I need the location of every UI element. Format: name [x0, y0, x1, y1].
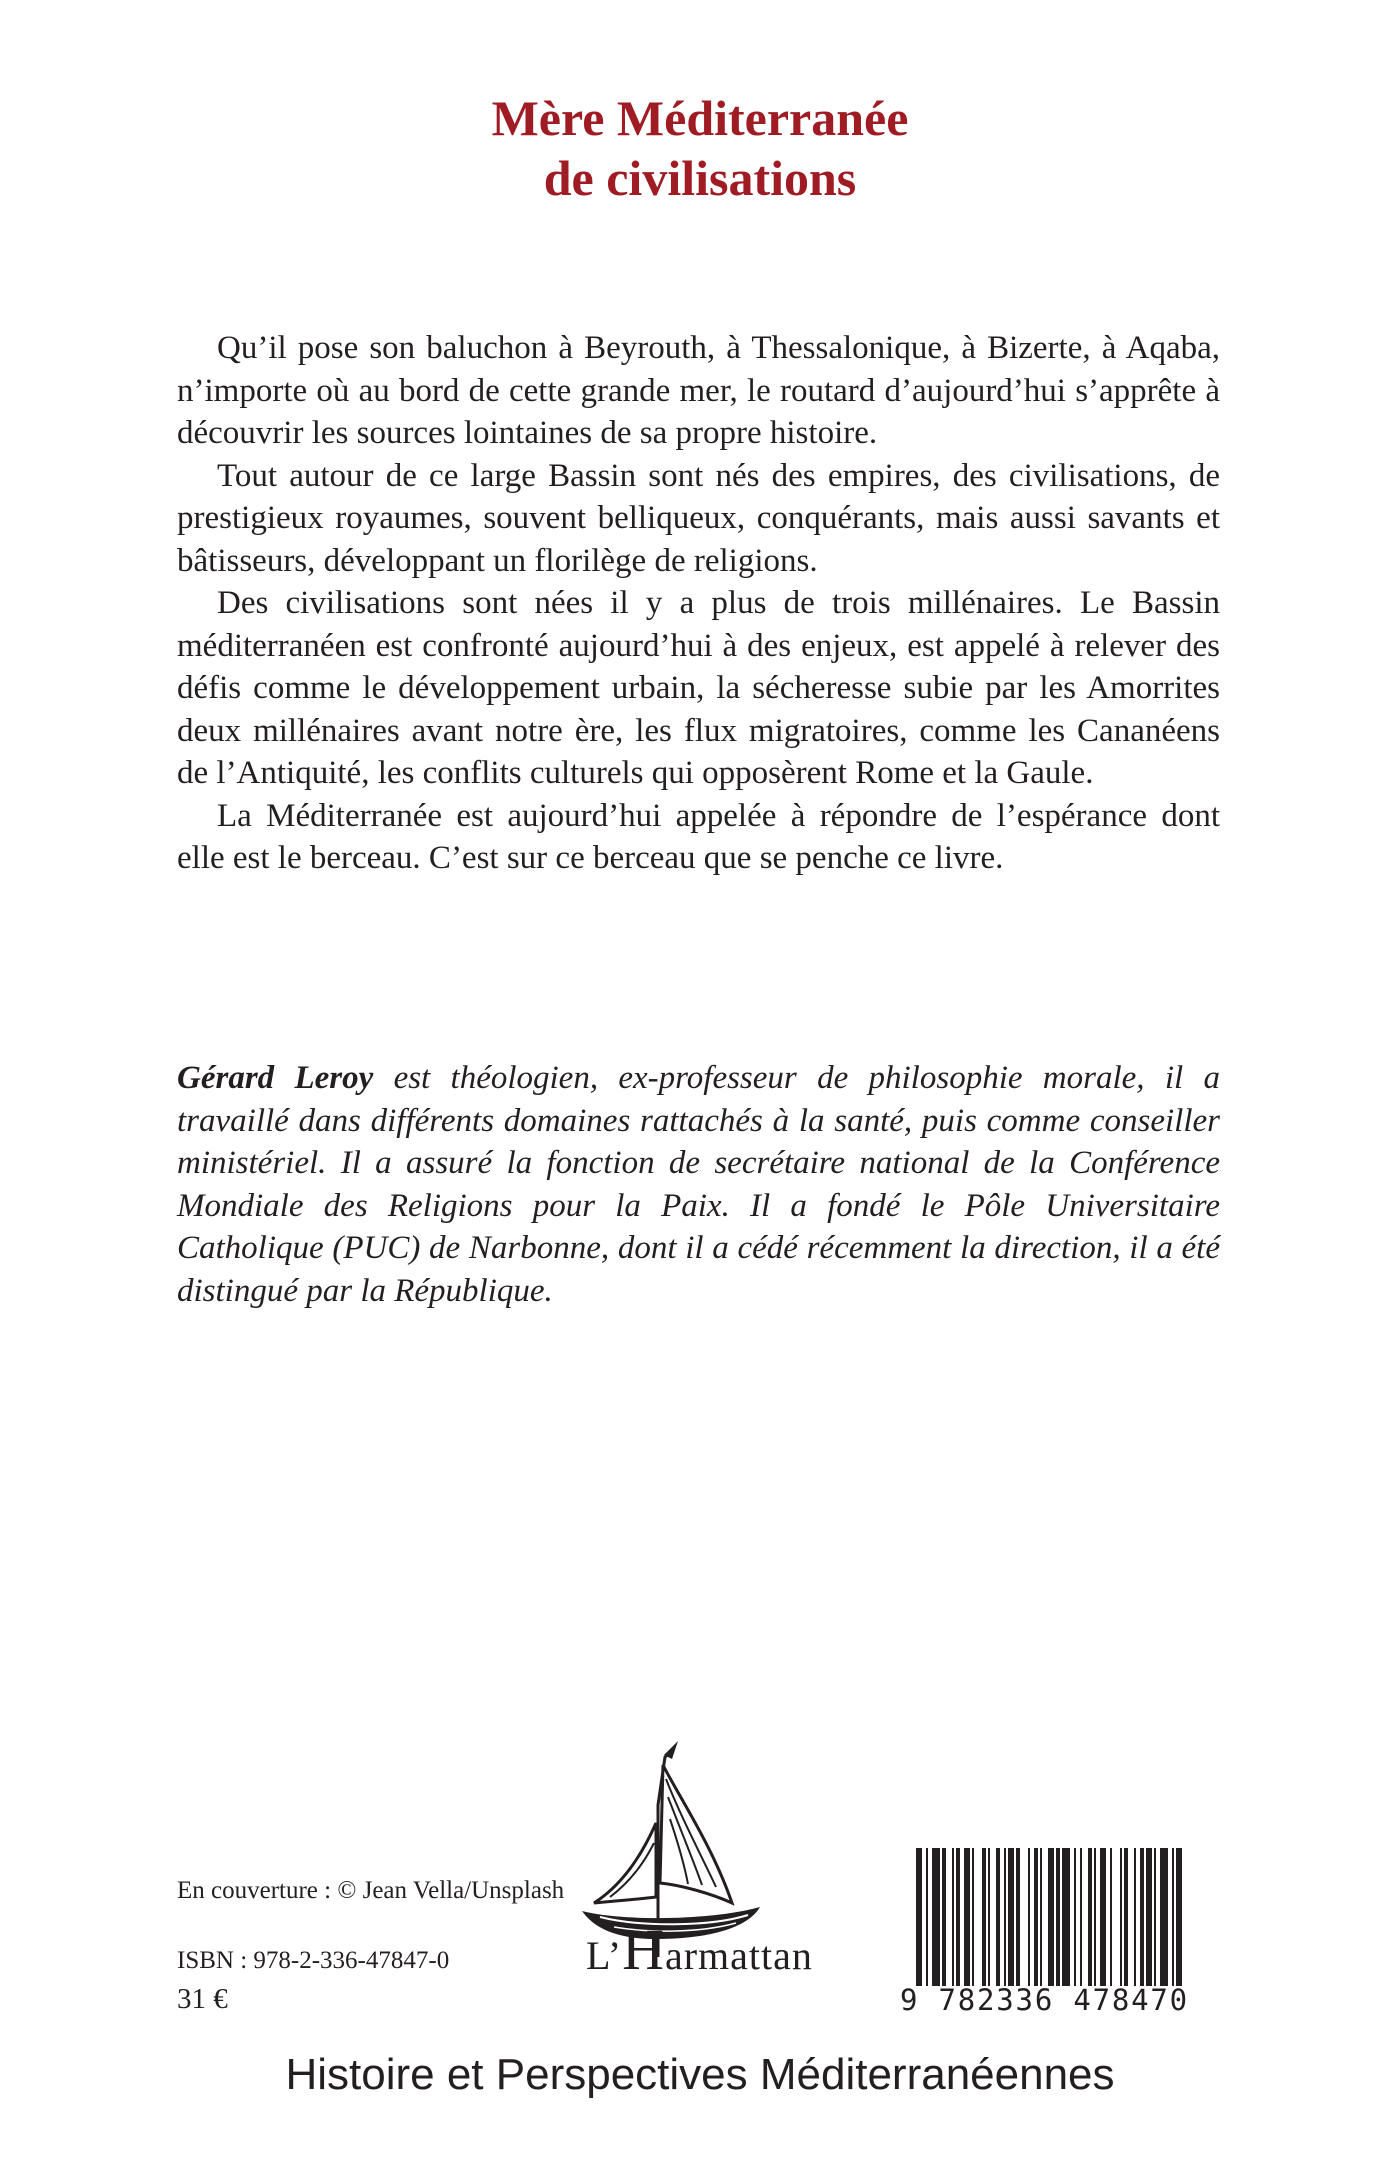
- barcode-bar: [956, 1848, 960, 1986]
- price: 31 €: [177, 1983, 228, 2015]
- isbn: ISBN : 978-2-336-47847-0: [177, 1947, 450, 1974]
- barcode-bar: [1140, 1848, 1144, 1986]
- publisher-logo-text: [586, 1917, 813, 1982]
- barcode-bar: [1048, 1848, 1054, 1986]
- publisher-initial: H: [622, 1917, 665, 1982]
- barcode-bar: [1062, 1848, 1070, 1986]
- barcode-bar: [1124, 1848, 1128, 1986]
- book-title-line-2: de civilisations: [543, 150, 857, 206]
- barcode-bar: [1176, 1848, 1182, 1986]
- barcode-bar: [972, 1848, 974, 1986]
- barcode-bar: [964, 1848, 970, 1986]
- barcode-bar: [1004, 1848, 1006, 1986]
- blurb: [177, 327, 1220, 880]
- barcode-bar: [1074, 1848, 1076, 1986]
- barcode-bar: [1160, 1848, 1168, 1986]
- blurb-paragraph: Tout autour de ce large Bassin sont nés des empires, des civilisations, de prestigieux royaumes, souvent belliqueux, conquérants, mais aussi savants et bâtisseurs, développant un florilège de religions.: [177, 457, 1220, 579]
- publisher-rest: armattan: [664, 1933, 813, 1978]
- barcode-bar: [988, 1848, 990, 1986]
- blurb-paragraph: Qu’il pose son baluchon à Beyrouth, à Thessalonique, à Bizerte, à Aqaba, n’importe où au bord de cette grande mer, le routard d’aujourd’hui s’apprête à découvrir les sources lointaines de sa propre histoire.: [177, 330, 1220, 451]
- cover-credit: En couverture : © Jean Vella/Unsplash: [177, 1877, 565, 1904]
- book-title: [0, 88, 1400, 208]
- barcode-bar: [1172, 1848, 1174, 1986]
- blurb-paragraph: La Méditerranée est aujourd’hui appelée à répondre de l’espérance dont elle est le berceau. C’est sur ce berceau que se penche ce livre.: [177, 797, 1220, 876]
- barcode-bar: [916, 1848, 922, 1986]
- barcode-bar: [1110, 1848, 1112, 1986]
- barcode-bar: [952, 1848, 954, 1986]
- series-name: Histoire et Perspectives Méditerranéennes: [285, 2050, 1115, 2099]
- blurb-paragraph: Des civilisations sont nées il y a plus de trois millénaires. Le Bassin méditerranéen est confronté aujourd’hui à des enjeux, est appelé à relever des défis comme le développement urbain, la sécheresse subie par les Amorrites deux millénaires avant notre ère, les flux migratoires, comme les Cananéens de l’Antiquité, les conflits culturels qui opposèrent Rome et la Gaule.: [177, 585, 1220, 791]
- barcode: [914, 1848, 1198, 1986]
- barcode-bar: [1134, 1848, 1136, 1986]
- barcode-bar: [996, 1848, 1000, 1986]
- publisher-prefix: L’: [586, 1933, 623, 1978]
- author-bio: [177, 1057, 1220, 1312]
- barcode-bar: [926, 1848, 928, 1986]
- book-title-line-1: Mère Méditerranée: [491, 90, 909, 146]
- barcode-bar: [982, 1848, 986, 1986]
- barcode-bar: [1120, 1848, 1122, 1986]
- barcode-bar: [1016, 1848, 1020, 1986]
- barcode-bar: [1034, 1848, 1038, 1986]
- author-name: Gérard Leroy: [177, 1060, 374, 1096]
- barcode-bar: [1100, 1848, 1106, 1986]
- barcode-bar: [1056, 1848, 1060, 1986]
- author-bio-text: est théologien, ex-professeur de philosophie morale, il a travaillé dans différents domaines rattachés à la santé, puis comme conseiller ministériel. Il a assuré la fonction de secrétaire national de la Conférence Mondiale des Religions pour la Paix. Il a fondé le Pôle Universitaire Catholique (PUC) de Narbonne, dont il a cédé récemment la direction, il a été distingué par la République.: [177, 1060, 1220, 1309]
- barcode-bar: [1080, 1848, 1082, 1986]
- barcode-bar: [1040, 1848, 1042, 1986]
- barcode-digits: 9 782336 478470: [900, 1983, 1189, 2017]
- barcode-bar: [942, 1848, 946, 1986]
- barcode-bar: [932, 1848, 940, 1986]
- barcode-bar: [1008, 1848, 1014, 1986]
- barcode-bar: [1154, 1848, 1156, 1986]
- barcode-bar: [1146, 1848, 1152, 1986]
- barcode-bar: [1028, 1848, 1030, 1986]
- barcode-bar: [1088, 1848, 1092, 1986]
- barcode-bar: [1094, 1848, 1096, 1986]
